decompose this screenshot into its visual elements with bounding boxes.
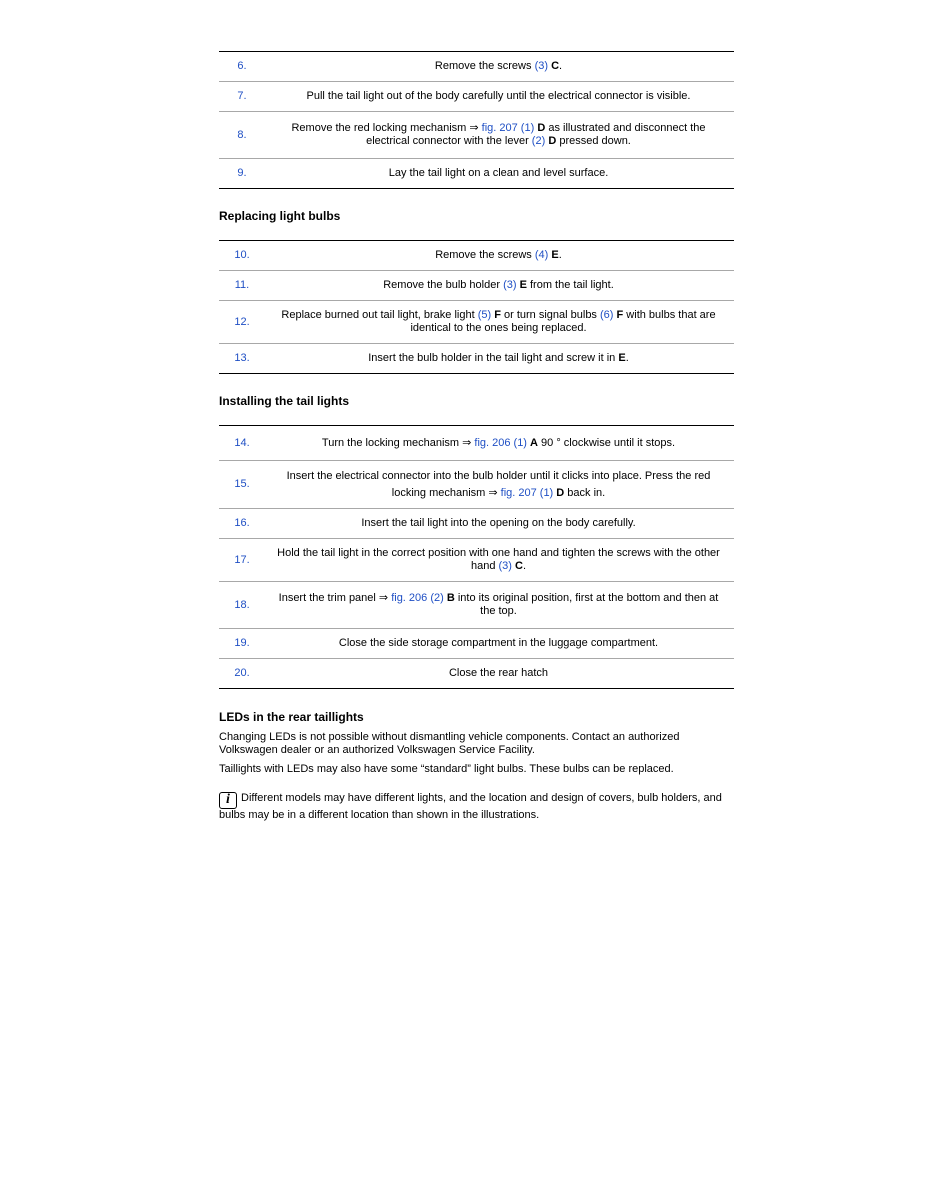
step-number: 18.: [219, 582, 267, 629]
step-text-fragment: from the tail light.: [526, 279, 614, 291]
steps-table-installing: [219, 425, 734, 689]
step-row: [219, 241, 734, 271]
figure-letter: F: [494, 309, 501, 321]
step-text-fragment: .: [522, 560, 527, 572]
figure-letter: E: [551, 249, 559, 261]
cross-reference-link[interactable]: fig. 207 (1): [481, 122, 535, 134]
step-number: 19.: [219, 629, 267, 659]
step-text: [267, 659, 734, 689]
cross-reference-link[interactable]: (6): [600, 309, 614, 321]
figure-letter: D: [556, 486, 565, 499]
step-row: [219, 539, 734, 582]
step-text: [267, 509, 734, 539]
step-row: [219, 82, 734, 112]
step-number: 7.: [219, 82, 267, 112]
figure-letter: F: [616, 309, 624, 321]
leds-paragraph-1: Changing LEDs is not possible without dismantling vehicle components. Contact an authorized Volkswagen dealer or an authorized Volkswagen Service Facility.: [219, 731, 680, 756]
step-number: 10.: [219, 241, 267, 271]
step-row: [219, 52, 734, 82]
step-text-fragment: Remove the red locking mechanism ⇒: [291, 122, 482, 134]
step-number: 12.: [219, 301, 267, 344]
figure-letter: C: [551, 60, 560, 72]
section-heading-installing: Installing the tail lights: [219, 394, 350, 408]
step-text: [267, 112, 734, 159]
document-page: [219, 51, 734, 822]
step-number: 14.: [219, 426, 267, 461]
step-row: [219, 629, 734, 659]
cross-reference-link[interactable]: fig. 206 (2): [391, 592, 444, 604]
step-number: 8.: [219, 112, 267, 159]
figure-letter: A: [530, 436, 538, 449]
step-row: [219, 271, 734, 301]
figure-letter: E: [618, 352, 626, 364]
step-row: [219, 659, 734, 689]
step-text-fragment: .: [559, 60, 563, 72]
step-text: [267, 301, 734, 344]
step-row: [219, 426, 734, 461]
step-text-fragment: Remove the bulb holder: [383, 279, 504, 291]
cross-reference-link[interactable]: fig. 207 (1): [500, 486, 554, 499]
leds-paragraph-2: Taillights with LEDs may also have some “standard” light bulbs. These bulbs can be replaced.: [219, 763, 674, 775]
steps-table-removal: [219, 51, 734, 189]
step-row: [219, 461, 734, 509]
step-row: [219, 159, 734, 189]
figure-letter: C: [515, 560, 523, 572]
step-text-fragment: Insert the trim panel ⇒: [278, 592, 392, 604]
step-text-fragment: Insert the electrical connector into the bulb holder until it clicks into place. Press the red locking mechanism ⇒: [286, 469, 711, 499]
cross-reference-link[interactable]: (4): [534, 249, 549, 261]
cross-reference-link[interactable]: fig. 206 (1): [474, 436, 527, 449]
step-text: [267, 159, 734, 189]
step-text-fragment: Turn the locking mechanism ⇒: [321, 436, 475, 449]
cross-reference-link[interactable]: (3): [498, 560, 512, 572]
step-row: [219, 112, 734, 159]
step-text-fragment: as illustrated and disconnect the electrical connector with the lever: [366, 122, 706, 147]
step-text: [267, 344, 734, 374]
step-text: [267, 271, 734, 301]
step-text-fragment: .: [558, 249, 562, 261]
steps-table-body: [219, 52, 734, 189]
figure-letter: B: [446, 592, 455, 604]
step-text-fragment: Replace burned out tail light, brake light: [281, 309, 478, 321]
cross-reference-link[interactable]: (3): [503, 279, 517, 291]
figure-letter: E: [519, 279, 527, 291]
figure-letter: D: [548, 135, 557, 147]
step-text-fragment: back in.: [564, 486, 606, 499]
step-row: [219, 344, 734, 374]
step-text-fragment: .: [625, 352, 629, 364]
step-text: [267, 241, 734, 271]
step-text-fragment: Remove the screws: [435, 249, 535, 261]
step-number: 9.: [237, 167, 247, 179]
step-text-fragment: Remove the screws: [434, 60, 535, 72]
step-text: [267, 52, 734, 82]
step-text: [267, 426, 734, 461]
step-text: [267, 582, 734, 629]
step-text-fragment: Hold the tail light in the correct position with one hand and tighten the screws with the other hand: [277, 547, 720, 572]
step-text-fragment: into its original position, first at the bottom and then at the top.: [454, 592, 719, 617]
steps-table-body: [219, 241, 734, 374]
figure-letter: D: [537, 122, 546, 134]
step-number: 15.: [219, 461, 267, 509]
step-text: [267, 461, 734, 509]
note-text: Different models may have different lights, and the location and design of covers, bulb holders, and bulbs may be in a different location than shown in the illustrations.: [219, 792, 722, 821]
step-text: [267, 539, 734, 582]
steps-table-replacing: [219, 240, 734, 374]
step-text-fragment: Insert the bulb holder in the tail light and screw it in: [368, 352, 619, 364]
step-number: 13.: [234, 352, 250, 364]
step-text-fragment: 90 ° clockwise until it stops.: [538, 436, 676, 449]
cross-reference-link[interactable]: (2): [531, 135, 546, 147]
step-text-fragment: Insert the tail light into the opening on the body carefully.: [361, 517, 636, 529]
step-number: 20.: [234, 667, 250, 679]
section-heading-leds: LEDs in the rear taillights: [219, 710, 364, 724]
steps-table-body: [219, 426, 734, 689]
step-number: 11.: [219, 271, 267, 301]
step-number: 17.: [219, 539, 267, 582]
step-row: [219, 301, 734, 344]
step-row: [219, 509, 734, 539]
note-block: [219, 792, 734, 822]
step-text-fragment: Close the side storage compartment in the luggage compartment.: [338, 637, 659, 649]
step-text-fragment: pressed down.: [556, 135, 631, 147]
step-text-fragment: Close the rear hatch: [448, 667, 549, 679]
cross-reference-link[interactable]: (5): [477, 309, 492, 321]
step-text-fragment: or turn signal bulbs: [500, 309, 600, 321]
step-text-fragment: Pull the tail light out of the body carefully until the electrical connector is visible.: [306, 90, 691, 102]
step-text: [267, 629, 734, 659]
step-text-fragment: with bulbs that are identical to the ones being replaced.: [410, 309, 716, 334]
step-number: 6.: [219, 52, 267, 82]
cross-reference-link[interactable]: (3): [534, 60, 549, 72]
step-row: [219, 582, 734, 629]
step-text-fragment: Lay the tail light on a clean and level surface.: [388, 167, 609, 179]
step-text: [267, 82, 734, 112]
info-icon: i: [219, 792, 237, 809]
step-number: 16.: [219, 509, 267, 539]
section-heading-replacing-bulbs: Replacing light bulbs: [219, 209, 341, 223]
